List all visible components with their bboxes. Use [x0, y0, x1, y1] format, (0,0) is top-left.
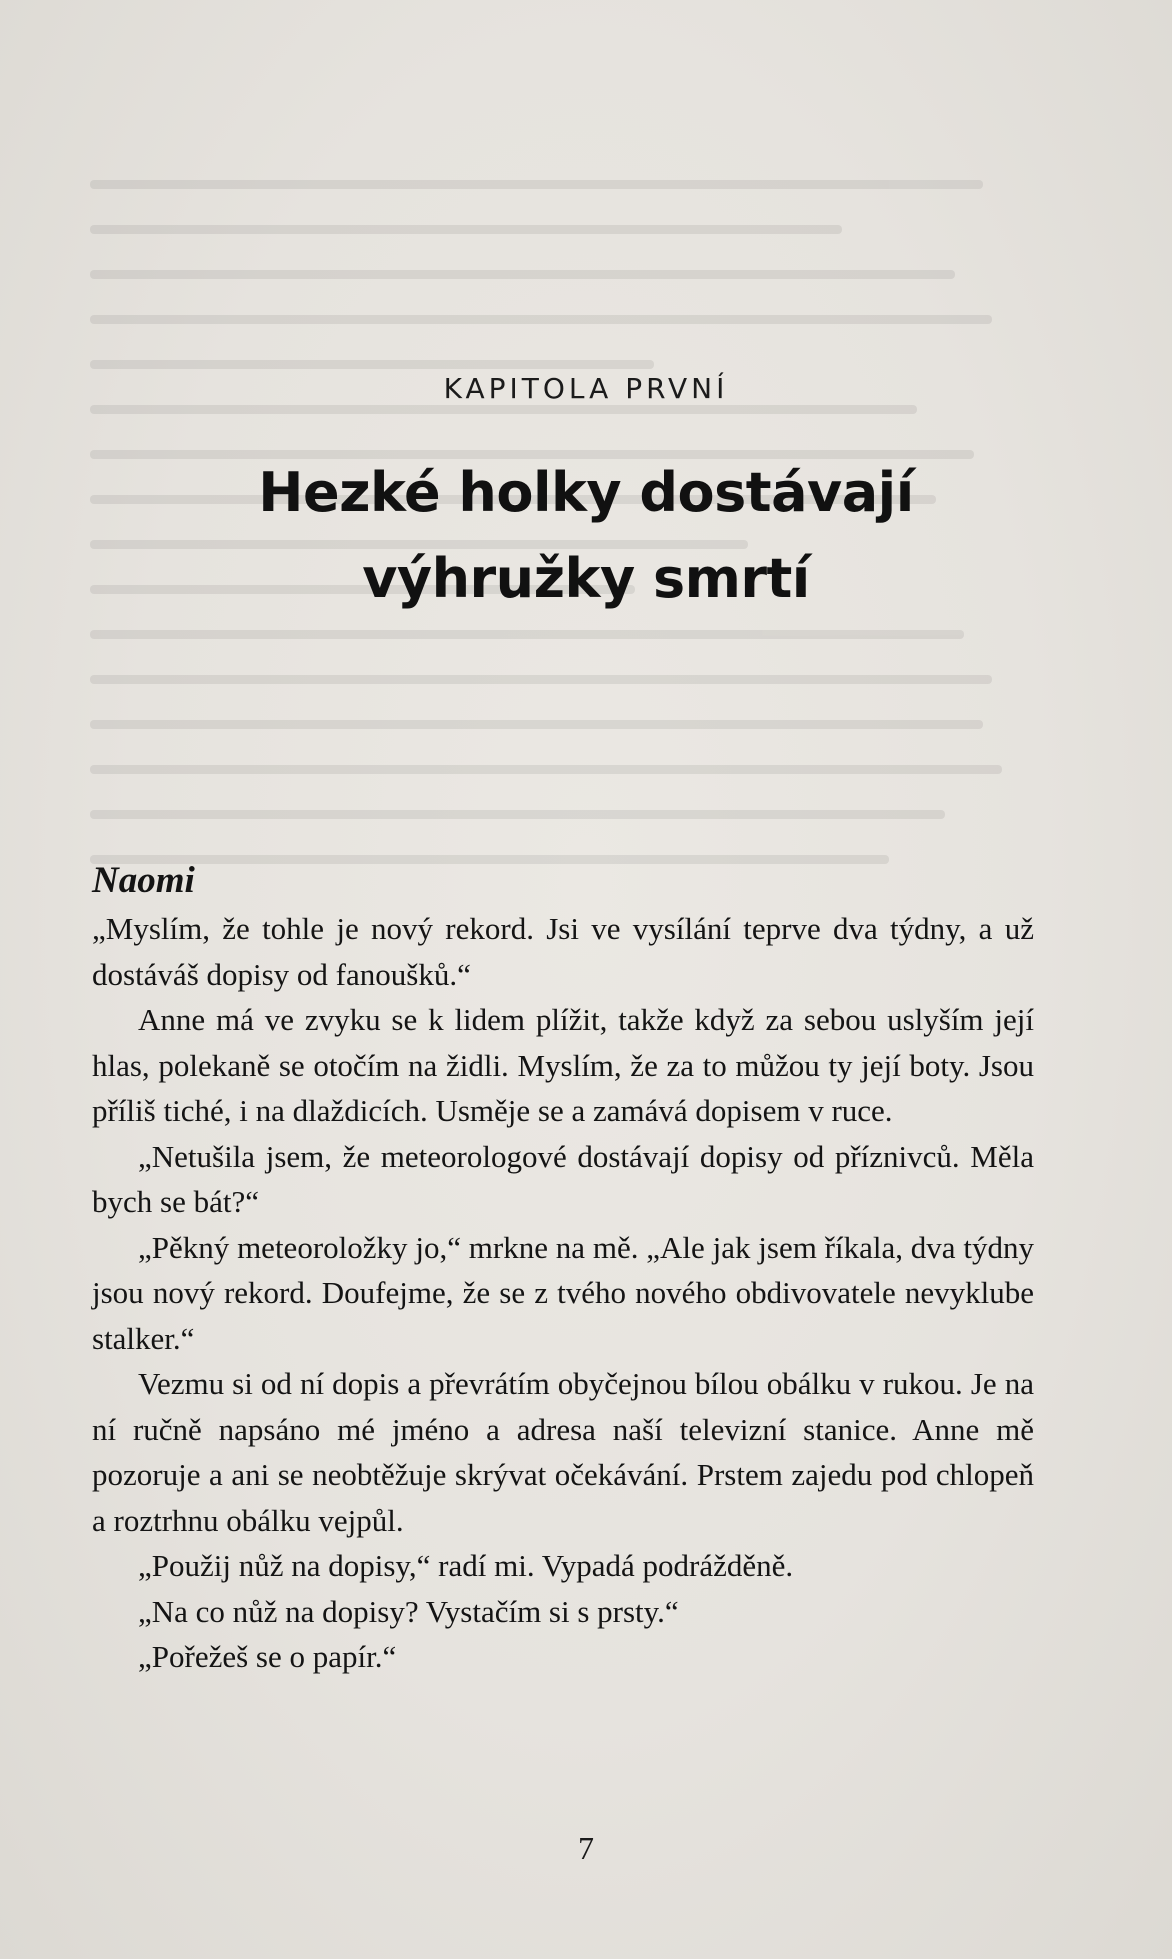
chapter-title-line-2: výhružky smrtí	[362, 547, 810, 610]
chapter-label: KAPITOLA PRVNÍ	[443, 372, 729, 405]
paragraph-3: „Netušila jsem, že meteorologové dostávají dopisy od příznivců. Měla bych se bát?“	[92, 1138, 1034, 1219]
chapter-body	[92, 858, 1034, 1680]
paragraph-5: Vezmu si od ní dopis a převrátím obyčejnou bílou obálku v rukou. Je na ní ručně napsáno mé jméno a adresa naší televizní stanice. Anne mě pozoruje a ani se neobtěžuje skrývat očekávání. Prstem zajedu pod chlopeň a roztrhnu obálku vejpůl.	[92, 1366, 1034, 1538]
chapter-title-line-1: Hezké holky dostávají	[258, 461, 914, 524]
paragraph-2: Anne má ve zvyku se k lidem plížit, takže když za sebou uslyším její hlas, polekaně se otočím na židli. Myslím, že za to můžou ty její boty. Jsou příliš tiché, i na dlaždicích. Usměje se a zamává dopisem v ruce.	[92, 1002, 1034, 1128]
paragraph-1: „Myslím, že tohle je nový rekord. Jsi ve vysílání teprve dva týdny, a už dostáváš dopisy od fanoušků.“	[92, 911, 1034, 992]
paragraph-8: „Pořežeš se o papír.“	[138, 1639, 397, 1674]
page-number: 7	[578, 1830, 594, 1866]
paragraph-6: „Použij nůž na dopisy,“ radí mi. Vypadá podrážděně.	[138, 1548, 794, 1583]
chapter-title	[0, 450, 1172, 622]
narrator-heading: Naomi	[92, 860, 195, 901]
paragraph-7: „Na co nůž na dopisy? Vystačím si s prsty.“	[138, 1593, 679, 1629]
paragraph-4: „Pěkný meteoroložky jo,“ mrkne na mě. „Ale jak jsem říkala, dva týdny jsou nový rekord. Doufejme, že se z tvého nového obdivovatele nevyklube stalker.“	[92, 1229, 1034, 1356]
